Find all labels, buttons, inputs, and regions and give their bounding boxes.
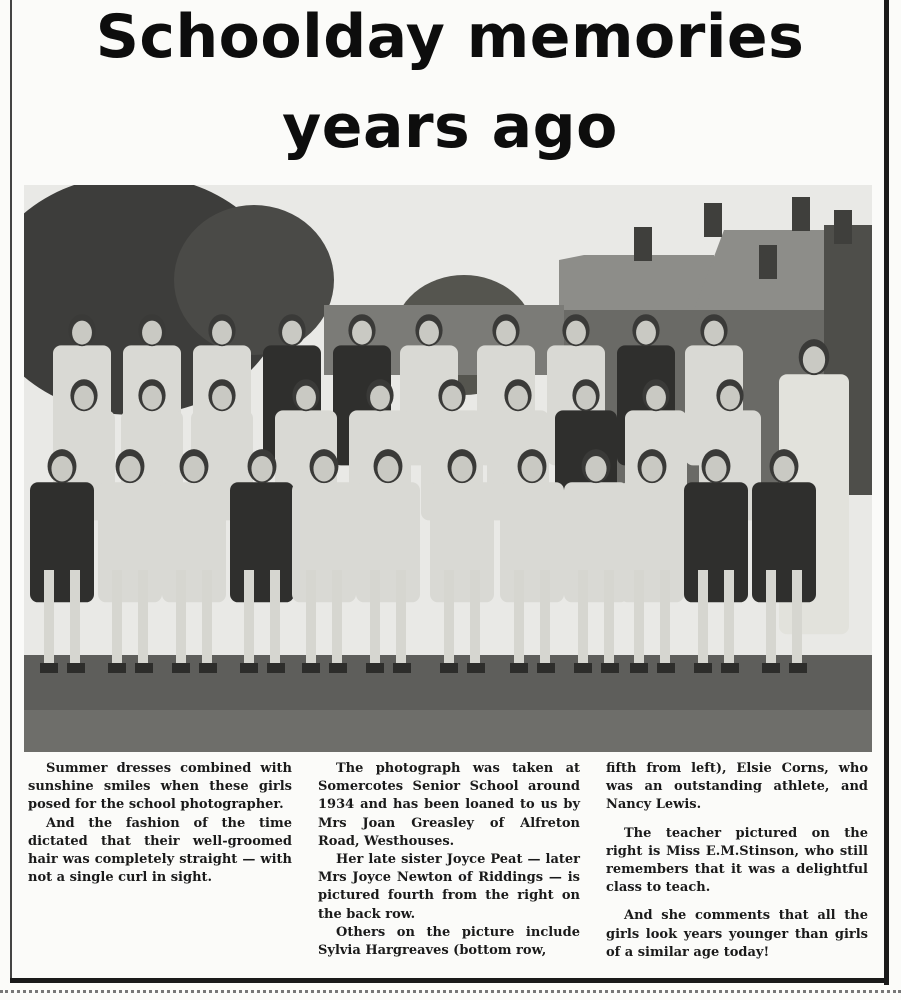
column-3-paragraph-1: fifth from left), Elsie Corns, who was an outstanding athlete, and Nancy Lewis. bbox=[606, 761, 868, 813]
pupil-leg bbox=[724, 570, 734, 665]
pupil-face bbox=[282, 321, 302, 345]
pupil-dress bbox=[162, 482, 226, 602]
tree-canopy bbox=[174, 205, 334, 355]
pupil-shoe bbox=[329, 663, 347, 673]
pupil-leg bbox=[396, 570, 406, 665]
pupil-face bbox=[803, 346, 825, 373]
pupil-dress bbox=[98, 482, 162, 602]
pupil-face bbox=[636, 321, 656, 345]
pupil-leg bbox=[44, 570, 54, 665]
pupil-leg bbox=[634, 570, 644, 665]
pupil-dress bbox=[292, 482, 356, 602]
pupil-face bbox=[74, 386, 94, 410]
pupil-face bbox=[51, 456, 72, 482]
frame-left-border bbox=[10, 0, 12, 983]
pupil-shoe bbox=[108, 663, 126, 673]
pupil-shoe bbox=[135, 663, 153, 673]
pupil-leg bbox=[444, 570, 454, 665]
pupil-leg bbox=[112, 570, 122, 665]
pupil-face bbox=[705, 456, 726, 482]
pupil-shoe bbox=[440, 663, 458, 673]
pupil-face bbox=[585, 456, 606, 482]
playground-front bbox=[24, 710, 872, 752]
headline-line-2: years ago bbox=[282, 92, 618, 162]
pupil-face bbox=[646, 386, 666, 410]
pupil-face bbox=[251, 456, 272, 482]
pupil-shoe bbox=[172, 663, 190, 673]
pupil-shoe bbox=[601, 663, 619, 673]
article-column-3 bbox=[606, 760, 868, 962]
column-1-paragraph-2: And the fashion of the time dictated that their well-groomed hair was completely straight — with not a single curl in sight. bbox=[28, 815, 292, 886]
frame-right-border bbox=[884, 0, 889, 985]
pupil-face bbox=[119, 456, 140, 482]
pupil-leg bbox=[766, 570, 776, 665]
chimney bbox=[704, 203, 722, 237]
pupil-shoe bbox=[537, 663, 555, 673]
pupil-face bbox=[704, 321, 724, 345]
pupil-shoe bbox=[240, 663, 258, 673]
pupil-face bbox=[212, 386, 232, 410]
pupil-shoe bbox=[467, 663, 485, 673]
paragraph-gap bbox=[606, 897, 868, 907]
pupil-face bbox=[72, 321, 92, 345]
pupil-face bbox=[142, 386, 162, 410]
pupil-shoe bbox=[366, 663, 384, 673]
house-roof bbox=[559, 255, 714, 310]
pupil-face bbox=[142, 321, 162, 345]
pupil-leg bbox=[244, 570, 254, 665]
pupil-leg bbox=[470, 570, 480, 665]
pupil-shoe bbox=[574, 663, 592, 673]
pupil-shoe bbox=[67, 663, 85, 673]
pupil-face bbox=[352, 321, 372, 345]
pupil-leg bbox=[70, 570, 80, 665]
pupil-leg bbox=[540, 570, 550, 665]
headline-line-1: Schoolday memories bbox=[95, 2, 805, 72]
pupil-face bbox=[521, 456, 542, 482]
dotted-cut-line bbox=[0, 990, 901, 993]
chimney bbox=[792, 197, 810, 231]
column-3-paragraph-3: And she comments that all the girls look years younger than girls of a similar age today! bbox=[606, 908, 868, 960]
pupil-shoe bbox=[762, 663, 780, 673]
pupil-shoe bbox=[393, 663, 411, 673]
pupil-shoe bbox=[40, 663, 58, 673]
column-3-paragraph-2: The teacher pictured on the right is Miss E.M.Stinson, who still remembers that it was a delightful class to teach. bbox=[606, 825, 868, 896]
pupil-face bbox=[212, 321, 232, 345]
pupil-face bbox=[576, 386, 596, 410]
pupil-face bbox=[370, 386, 390, 410]
pupil-face bbox=[451, 456, 472, 482]
pupil-face bbox=[720, 386, 740, 410]
frame-bottom-border bbox=[10, 978, 889, 983]
pupil-leg bbox=[270, 570, 280, 665]
pupil-dress bbox=[430, 482, 494, 602]
article-column-2 bbox=[318, 760, 580, 960]
pupil-leg bbox=[306, 570, 316, 665]
pupil-leg bbox=[660, 570, 670, 665]
pupil-leg bbox=[138, 570, 148, 665]
column-2-paragraph-1: The photograph was taken at Somercotes Senior School around 1934 and has been loaned to us by Mrs Joan Greasley of Alfreton Road, Westhouses. bbox=[318, 761, 580, 849]
pupil-dress bbox=[752, 482, 816, 602]
article-column-1 bbox=[28, 760, 292, 887]
paragraph-gap bbox=[606, 815, 868, 825]
column-2-paragraph-3: Others on the picture include Sylvia Hargreaves (bottom row, bbox=[318, 924, 580, 959]
pupil-dress bbox=[356, 482, 420, 602]
pupil-shoe bbox=[789, 663, 807, 673]
pupil-leg bbox=[370, 570, 380, 665]
pupil-shoe bbox=[694, 663, 712, 673]
school-class-photo bbox=[24, 185, 872, 752]
pupil-face bbox=[296, 386, 316, 410]
chimney bbox=[834, 210, 852, 244]
pupil-shoe bbox=[630, 663, 648, 673]
pupil-shoe bbox=[657, 663, 675, 673]
pupil-dress bbox=[30, 482, 94, 602]
pupil-leg bbox=[792, 570, 802, 665]
pupil-leg bbox=[514, 570, 524, 665]
pupil-face bbox=[496, 321, 516, 345]
pupil-dress bbox=[620, 482, 684, 602]
pupil-dress bbox=[230, 482, 294, 602]
pupil-leg bbox=[202, 570, 212, 665]
pupil-leg bbox=[176, 570, 186, 665]
pupil-leg bbox=[578, 570, 588, 665]
pupil-shoe bbox=[267, 663, 285, 673]
pupil-dress bbox=[564, 482, 628, 602]
pupil-face bbox=[419, 321, 439, 345]
chimney bbox=[634, 227, 652, 261]
pupil-face bbox=[183, 456, 204, 482]
column-2-paragraph-2: Her late sister Joyce Peat — later Mrs Joyce Newton of Riddings — is pictured fourth from the right on the back row. bbox=[318, 852, 580, 922]
pupil-shoe bbox=[510, 663, 528, 673]
pupil-face bbox=[641, 456, 662, 482]
chimney bbox=[759, 245, 777, 279]
pupil-face bbox=[773, 456, 794, 482]
pupil-leg bbox=[698, 570, 708, 665]
pupil-dress bbox=[500, 482, 564, 602]
pupil-face bbox=[508, 386, 528, 410]
pupil-dress bbox=[684, 482, 748, 602]
pupil-leg bbox=[332, 570, 342, 665]
pupil-shoe bbox=[302, 663, 320, 673]
column-1-paragraph-1: Summer dresses combined with sunshine smiles when these girls posed for the school photographer. bbox=[28, 761, 292, 813]
pupil-face bbox=[566, 321, 586, 345]
pupil-face bbox=[442, 386, 462, 410]
pupil-shoe bbox=[721, 663, 739, 673]
pupil-face bbox=[377, 456, 398, 482]
pupil-face bbox=[313, 456, 334, 482]
pupil-shoe bbox=[199, 663, 217, 673]
pupil-leg bbox=[604, 570, 614, 665]
article-body bbox=[28, 760, 878, 975]
